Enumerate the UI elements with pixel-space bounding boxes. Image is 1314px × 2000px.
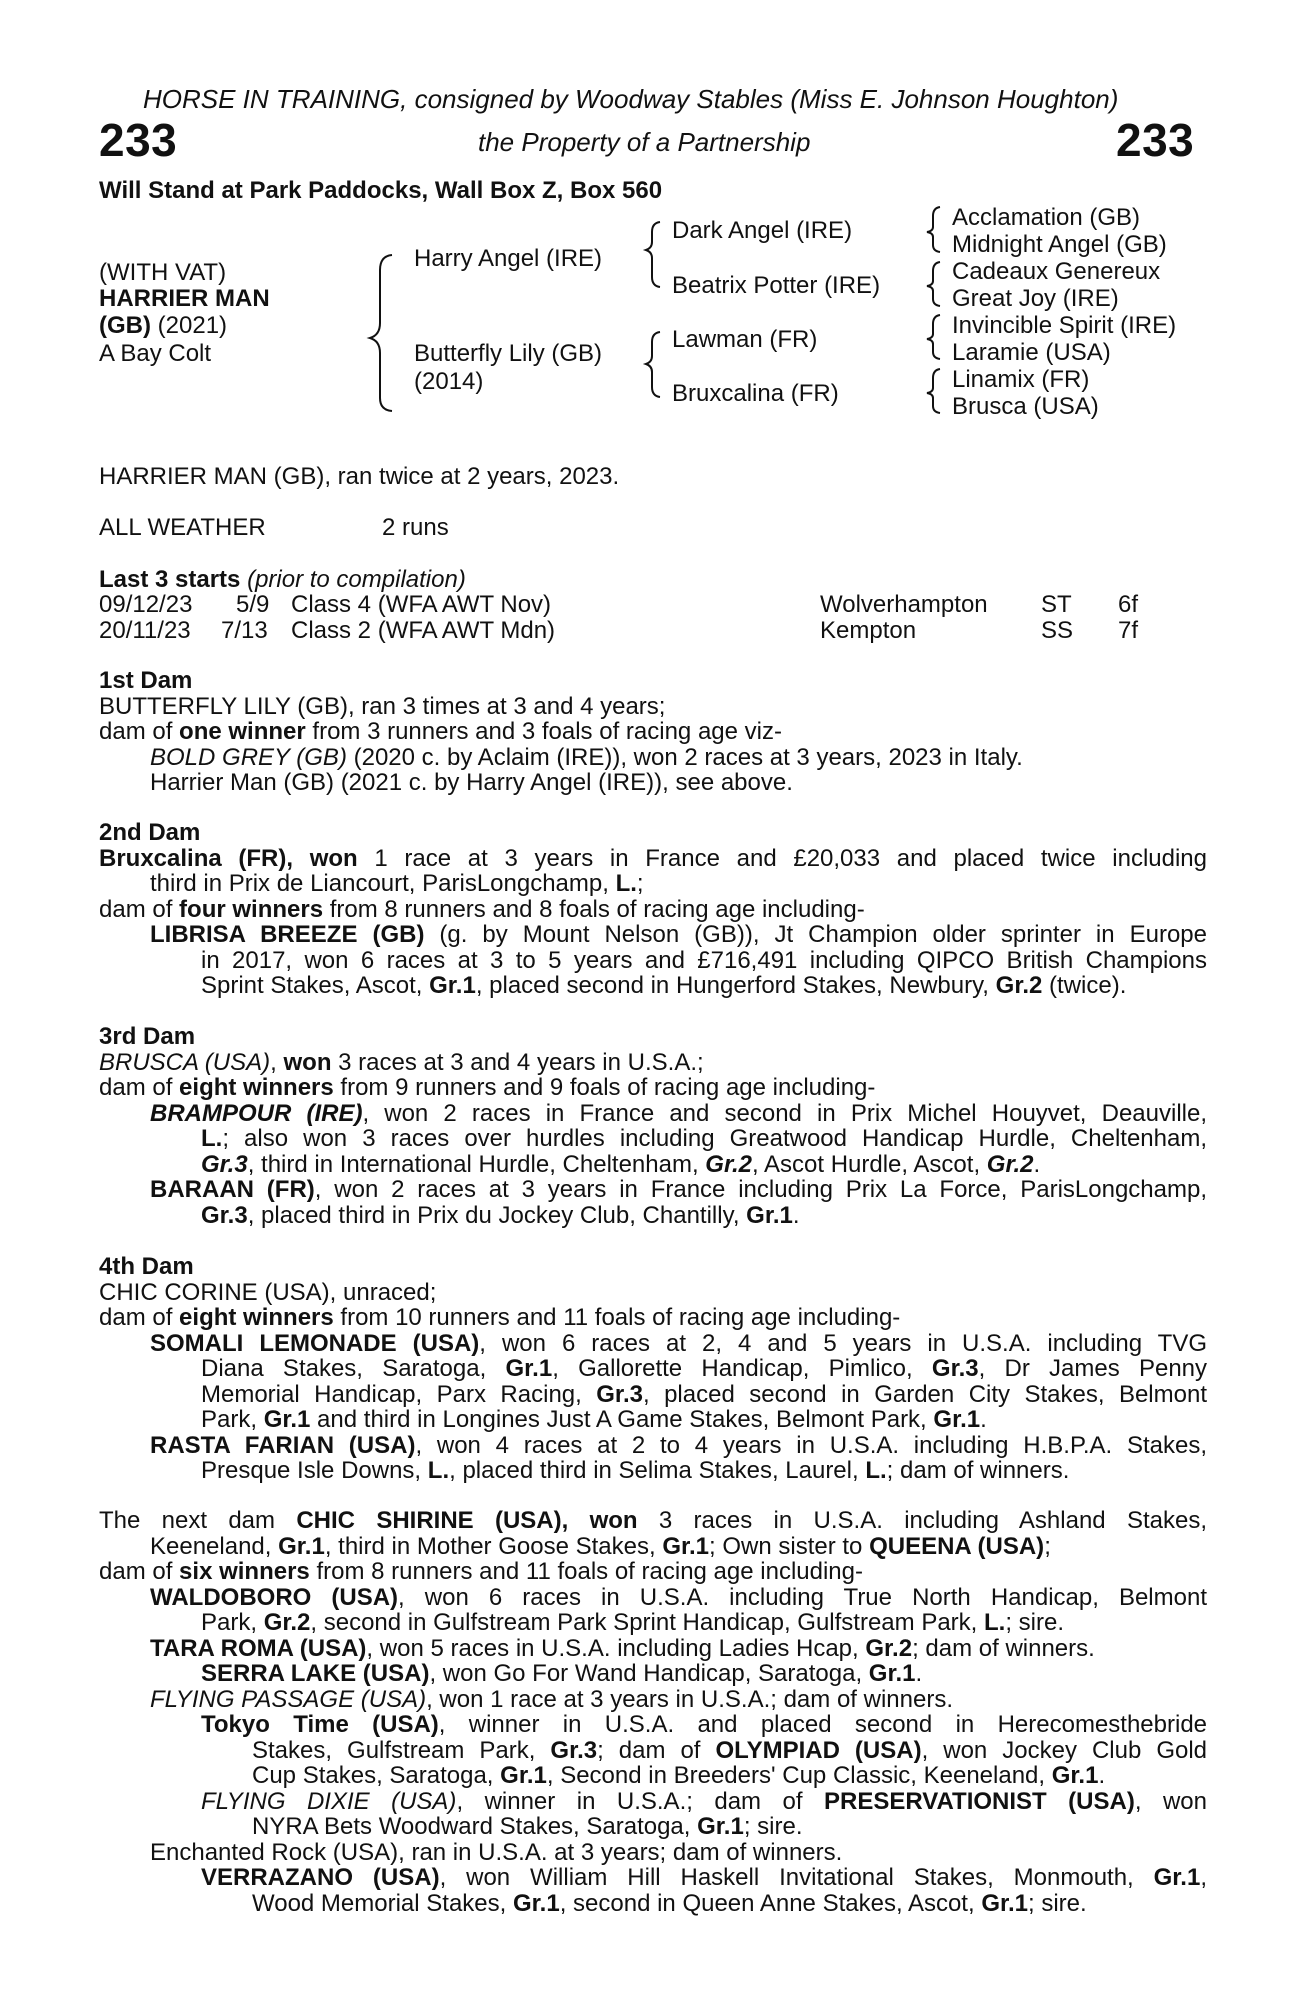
vat-note: (WITH VAT) <box>99 259 227 286</box>
second-dam-section <box>99 820 1207 999</box>
lot-number-right: 233 <box>1116 114 1195 166</box>
horse-origin: (GB) <box>99 312 151 339</box>
produce-line: Tokyo Time (USA), winner in U.S.A. and placed second in Herecomesthebride <box>201 1711 1208 1738</box>
stand-location: Will Stand at Park Paddocks, Wall Box Z, Box 560 <box>99 177 663 204</box>
lot-number-left: 233 <box>99 114 178 166</box>
pedigree-grandparent: Lawman (FR) <box>672 326 818 353</box>
pedigree-great-grandparent: Brusca (USA) <box>952 393 1099 420</box>
start-race: Class 2 (WFA AWT Mdn) <box>291 617 556 644</box>
start-position: 7/13 <box>221 617 268 644</box>
last-starts-note: (prior to compilation) <box>247 566 466 593</box>
produce-line: BOLD GREY (GB) (2020 c. by Aclaim (IRE)), won 2 races at 3 years, 2023 in Italy. <box>150 743 1023 771</box>
pedigree-dam-year: (2014) <box>414 368 484 395</box>
section-title: 1st Dam <box>99 667 193 694</box>
produce-line: Memorial Handicap, Parx Racing, Gr.3, placed second in Garden City Stakes, Belmont <box>201 1380 1207 1408</box>
next-dam-section <box>99 1508 1207 1916</box>
start-date: 09/12/23 <box>99 591 193 618</box>
produce-line: BRAMPOUR (IRE), won 2 races in France and second in Prix Michel Houyvet, Deauville, <box>150 1099 1207 1127</box>
dam-line: dam of one winner from 3 runners and 3 foals of racing age viz- <box>99 718 782 745</box>
start-distance: 6f <box>1118 591 1139 618</box>
horse-name: HARRIER MAN <box>99 285 270 312</box>
produce-line: Gr.3, third in International Hurdle, Cheltenham, Gr.2, Ascot Hurdle, Ascot, Gr.2. <box>201 1150 1041 1178</box>
pedigree-great-grandparent: Cadeaux Genereux <box>952 258 1161 285</box>
pedigree-sire: Harry Angel (IRE) <box>414 245 603 272</box>
pedigree-great-grandparent: Great Joy (IRE) <box>952 285 1119 312</box>
pedigree-dam: Butterfly Lily (GB) <box>414 340 603 367</box>
dam-line: dam of eight winners from 10 runners and 11 foals of racing age including- <box>99 1304 901 1331</box>
surface-label: ALL WEATHER <box>99 514 266 541</box>
dam-line: Keeneland, Gr.1, third in Mother Goose Stakes, Gr.1; Own sister to QUEENA (USA); <box>150 1532 1051 1560</box>
produce-line: TARA ROMA (USA), won 5 races in U.S.A. including Ladies Hcap, Gr.2; dam of winners. <box>150 1634 1095 1662</box>
produce-line: Park, Gr.2, second in Gulfstream Park Sprint Handicap, Gulfstream Park, L.; sire. <box>201 1609 1065 1636</box>
horse-year: (2021) <box>150 312 228 339</box>
start-position: 5/9 <box>236 591 270 618</box>
produce-line: FLYING PASSAGE (USA), won 1 race at 3 years in U.S.A.; dam of winners. <box>150 1685 953 1713</box>
produce-line: Harrier Man (GB) (2021 c. by Harry Angel (IRE)), see above. <box>150 769 793 796</box>
start-date: 20/11/23 <box>99 617 191 644</box>
third-dam-section <box>99 1024 1207 1228</box>
consignor-title: HORSE IN TRAINING, consigned by Woodway Stables (Miss E. Johnson Houghton) <box>143 84 1119 114</box>
produce-line: L.; also won 3 races over hurdles including Greatwood Handicap Hurdle, Cheltenham, <box>201 1125 1207 1152</box>
pedigree-great-grandparent: Acclamation (GB) <box>952 204 1141 231</box>
produce-line: WALDOBORO (USA), won 6 races in U.S.A. including True North Handicap, Belmont <box>150 1583 1207 1611</box>
produce-line: VERRAZANO (USA), won William Hill Haskell Invitational Stakes, Monmouth, Gr.1, <box>201 1864 1207 1891</box>
produce-line: Wood Memorial Stakes, Gr.1, second in Queen Anne Stakes, Ascot, Gr.1; sire. <box>252 1889 1087 1917</box>
dam-line: The next dam CHIC SHIRINE (USA), won 3 races in U.S.A. including Ashland Stakes, <box>99 1507 1207 1534</box>
produce-line: BARAAN (FR), won 2 races at 3 years in France including Prix La Force, ParisLongchamp, <box>150 1176 1207 1203</box>
produce-line: in 2017, won 6 races at 3 to 5 years and £716,491 including QIPCO British Champions <box>201 946 1207 974</box>
produce-line: Gr.3, placed third in Prix du Jockey Club, Chantilly, Gr.1. <box>201 1201 800 1229</box>
produce-line: Diana Stakes, Saratoga, Gr.1, Gallorette Handicap, Pimlico, Gr.3, Dr James Penny <box>201 1355 1208 1382</box>
start-race: Class 4 (WFA AWT Nov) <box>291 591 552 618</box>
produce-line: SERRA LAKE (USA), won Go For Wand Handicap, Saratoga, Gr.1. <box>201 1660 923 1687</box>
start-distance: 7f <box>1118 617 1139 644</box>
produce-line: LIBRISA BREEZE (GB) (g. by Mount Nelson (GB)), Jt Champion older sprinter in Europe <box>150 921 1207 948</box>
dam-line: BUTTERFLY LILY (GB), ran 3 times at 3 and 4 years; <box>99 692 666 720</box>
dam-line: dam of eight winners from 9 runners and 9 foals of racing age including- <box>99 1074 876 1101</box>
produce-line: Presque Isle Downs, L., placed third in Selima Stakes, Laurel, L.; dam of winners. <box>201 1457 1070 1484</box>
start-course: Kempton <box>820 617 917 644</box>
produce-line: Enchanted Rock (USA), ran in U.S.A. at 3 years; dam of winners. <box>150 1838 843 1866</box>
dam-line: third in Prix de Liancourt, ParisLongchamp, L.; <box>150 870 644 897</box>
produce-line: Cup Stakes, Saratoga, Gr.1, Second in Breeders' Cup Classic, Keeneland, Gr.1. <box>252 1762 1106 1789</box>
produce-line: FLYING DIXIE (USA), winner in U.S.A.; dam of PRESERVATIONIST (USA), won <box>201 1787 1207 1815</box>
dam-line: Bruxcalina (FR), won 1 race at 3 years in France and £20,033 and placed twice including <box>99 844 1208 872</box>
pedigree-great-grandparent: Midnight Angel (GB) <box>952 231 1167 258</box>
start-going: SS <box>1041 617 1074 644</box>
section-title: 3rd Dam <box>99 1023 196 1050</box>
produce-line: Park, Gr.1 and third in Longines Just A Game Stakes, Belmont Park, Gr.1. <box>201 1406 987 1433</box>
produce-line: Stakes, Gulfstream Park, Gr.3; dam of OLYMPIAD (USA), won Jockey Club Gold <box>252 1736 1208 1764</box>
produce-line: Sprint Stakes, Ascot, Gr.1, placed second in Hungerford Stakes, Newbury, Gr.2 (twice). <box>201 972 1127 999</box>
last-starts-title: Last 3 starts <box>99 566 241 593</box>
produce-line: NYRA Bets Woodward Stakes, Saratoga, Gr.1; sire. <box>252 1813 803 1840</box>
property-subtitle: the Property of a Partnership <box>478 127 811 157</box>
pedigree-great-grandparent: Linamix (FR) <box>952 366 1090 393</box>
surface-runs: 2 runs <box>382 514 449 541</box>
start-going: ST <box>1041 591 1072 618</box>
dam-line: dam of four winners from 8 runners and 8 foals of racing age including- <box>99 895 865 923</box>
pedigree-grandparent: Bruxcalina (FR) <box>672 380 839 407</box>
produce-line: SOMALI LEMONADE (USA), won 6 races at 2, 4 and 5 years in U.S.A. including TVG <box>150 1329 1207 1357</box>
pedigree-grandparent: Dark Angel (IRE) <box>672 217 853 244</box>
section-title: 2nd Dam <box>99 819 201 846</box>
dam-line: BRUSCA (USA), won 3 races at 3 and 4 years in U.S.A.; <box>99 1048 704 1076</box>
race-record-summary: HARRIER MAN (GB), ran twice at 2 years, 2023. <box>99 463 620 490</box>
produce-line: RASTA FARIAN (USA), won 4 races at 2 to 4 years in U.S.A. including H.B.P.A. Stakes, <box>150 1431 1207 1459</box>
section-title: 4th Dam <box>99 1253 194 1280</box>
pedigree-grandparent: Beatrix Potter (IRE) <box>672 272 881 299</box>
fourth-dam-section <box>99 1254 1207 1484</box>
dam-line: dam of six winners from 8 runners and 11 foals of racing age including- <box>99 1558 863 1585</box>
start-course: Wolverhampton <box>820 591 988 618</box>
horse-description: A Bay Colt <box>99 340 212 367</box>
pedigree-great-grandparent: Laramie (USA) <box>952 339 1111 366</box>
dam-line: CHIC CORINE (USA), unraced; <box>99 1278 437 1306</box>
last-starts-heading <box>99 567 466 593</box>
first-dam-section <box>99 668 1207 796</box>
pedigree-great-grandparent: Invincible Spirit (IRE) <box>952 312 1177 339</box>
